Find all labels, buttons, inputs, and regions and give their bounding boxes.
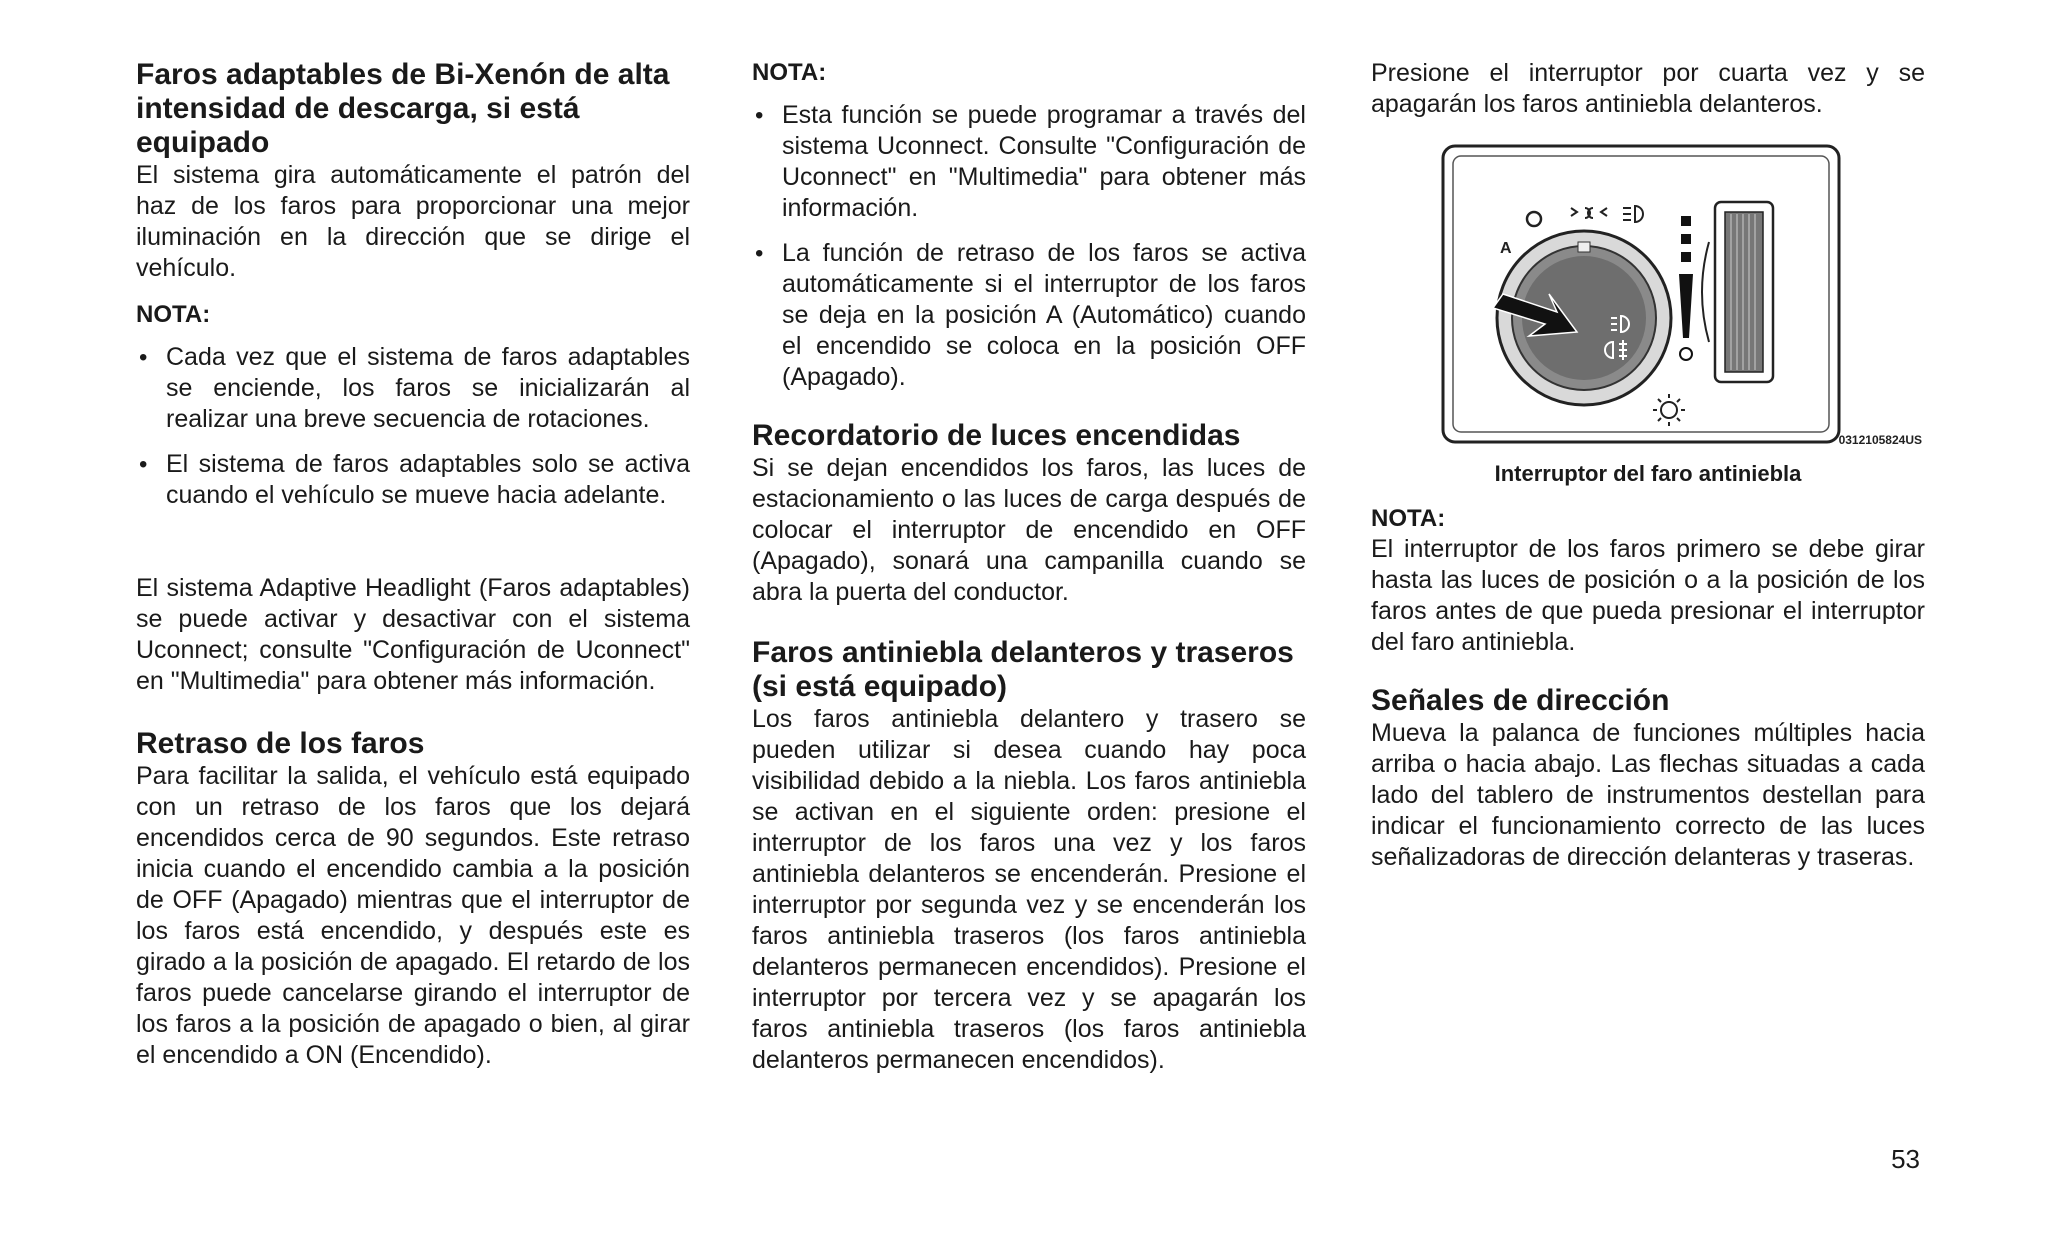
auto-label: A bbox=[1500, 240, 1512, 257]
list-item: • Esta función se puede programar a través del sistema Uconnect. Consulte "Configuración de Uconnect" en "Multimedia" para obtener más información. bbox=[752, 100, 1306, 224]
paragraph-fog-note: El interruptor de los faros primero se debe girar hasta las luces de posición o a la posición de los faros antes de que pueda presionar el interruptor del faro antiniebla. bbox=[1371, 535, 1925, 656]
note-label: NOTA: bbox=[136, 301, 211, 328]
paragraph-adaptive-intro: El sistema gira automáticamente el patrón del haz de los faros para proporcionar una mejor iluminación en la dirección que se dirige el vehículo. bbox=[136, 161, 690, 282]
page-number: 53 bbox=[1891, 1144, 1920, 1174]
paragraph-headlight-delay: Para facilitar la salida, el vehículo está equipado con un retraso de los faros que los dejará encendidos cerca de 90 segundos. Este retraso inicia cuando el encendido cambia a la posición de OFF (Apagado) mientras que el interruptor de los faros está encendido, y después este es girado a la posición de apagado. El retardo de los faros puede cancelarse girando el interruptor de los faros a la posición de apagado o bien, al girar el encendido a ON (Encendido). bbox=[136, 762, 690, 1069]
heading-fog-lights: Faros antiniebla delanteros y traseros (si está equipado) bbox=[752, 636, 1294, 703]
column-left bbox=[136, 58, 690, 1071]
paragraph-adaptive-uconnect: El sistema Adaptive Headlight (Faros adaptables) se puede activar y desactivar con el sistema Uconnect; consulte "Configuración de Uconnect" en "Multimedia" para obtener más información. bbox=[136, 574, 690, 695]
heading-headlight-delay: Retraso de los faros bbox=[136, 727, 425, 760]
parking-lights-icon bbox=[1571, 208, 1607, 218]
note-list bbox=[136, 342, 690, 511]
heading-adaptive-headlights: Faros adaptables de Bi-Xenón de alta intensidad de descarga, si está equipado bbox=[136, 58, 670, 159]
note-label: NOTA: bbox=[1371, 505, 1446, 532]
note-label: NOTA: bbox=[752, 59, 827, 86]
figure-caption: Interruptor del faro antiniebla bbox=[1494, 461, 1802, 486]
paragraph-turn-signals: Mueva la palanca de funciones múltiples hacia arriba o hacia abajo. Las flechas situadas a cada lado del tablero de instrumentos destellan para indicar el funcionamiento correcto de las luces señalizadoras de dirección delanteras y traseras. bbox=[1371, 719, 1925, 871]
dome-light-icon bbox=[1653, 394, 1685, 426]
paragraph-fourth-press: Presione el interruptor por cuarta vez y se apagarán los faros antiniebla delanteros. bbox=[1371, 59, 1925, 118]
column-middle bbox=[752, 58, 1306, 1076]
note-list bbox=[752, 100, 1306, 393]
list-item: • La función de retraso de los faros se activa automáticamente si el interruptor de los faros se deja en la posición A (Automático) cuando el encendido se coloca en la posición OFF (Apagado). bbox=[752, 238, 1306, 393]
fog-switch-figure bbox=[1371, 142, 1925, 452]
fog-indicator-icon bbox=[1679, 216, 1693, 360]
list-item: • Cada vez que el sistema de faros adaptables se enciende, los faros se inicializarán al realizar una breve secuencia de rotaciones. bbox=[136, 342, 690, 435]
fog-switch-illustration bbox=[1371, 142, 1925, 452]
column-right bbox=[1371, 58, 1925, 873]
heading-turn-signals: Señales de dirección bbox=[1371, 684, 1670, 717]
figure-code: 0312105824US bbox=[1838, 433, 1922, 447]
heading-lights-on-reminder: Recordatorio de luces encendidas bbox=[752, 419, 1241, 452]
paragraph-fog-lights: Los faros antiniebla delantero y trasero se pueden utilizar si desea cuando hay poca visibilidad debido a la niebla. Los faros antiniebla se activan en el siguiente orden: presione el interruptor de los faros una vez y los faros antiniebla delanteros se encenderán. Presione el interruptor por segunda vez y se encenderán los faros antiniebla traseros (los faros antiniebla delanteros permanecen encendidos). Presione el interruptor por tercera vez y se apagarán los faros antiniebla traseros (los faros antiniebla delanteros permanecen encendidos). bbox=[752, 705, 1306, 1074]
paragraph-lights-on-reminder: Si se dejan encendidos los faros, las luces de estacionamiento o las luces de carga después de colocar el interruptor de encendido en OFF (Apagado), sonará una campanilla cuando se abra la puerta del conductor. bbox=[752, 454, 1306, 606]
off-position-icon bbox=[1527, 212, 1541, 226]
list-item: • El sistema de faros adaptables solo se activa cuando el vehículo se mueve hacia adelante. bbox=[136, 449, 690, 511]
headlight-icon bbox=[1623, 206, 1643, 222]
dimmer-thumbwheel[interactable] bbox=[1702, 202, 1773, 382]
